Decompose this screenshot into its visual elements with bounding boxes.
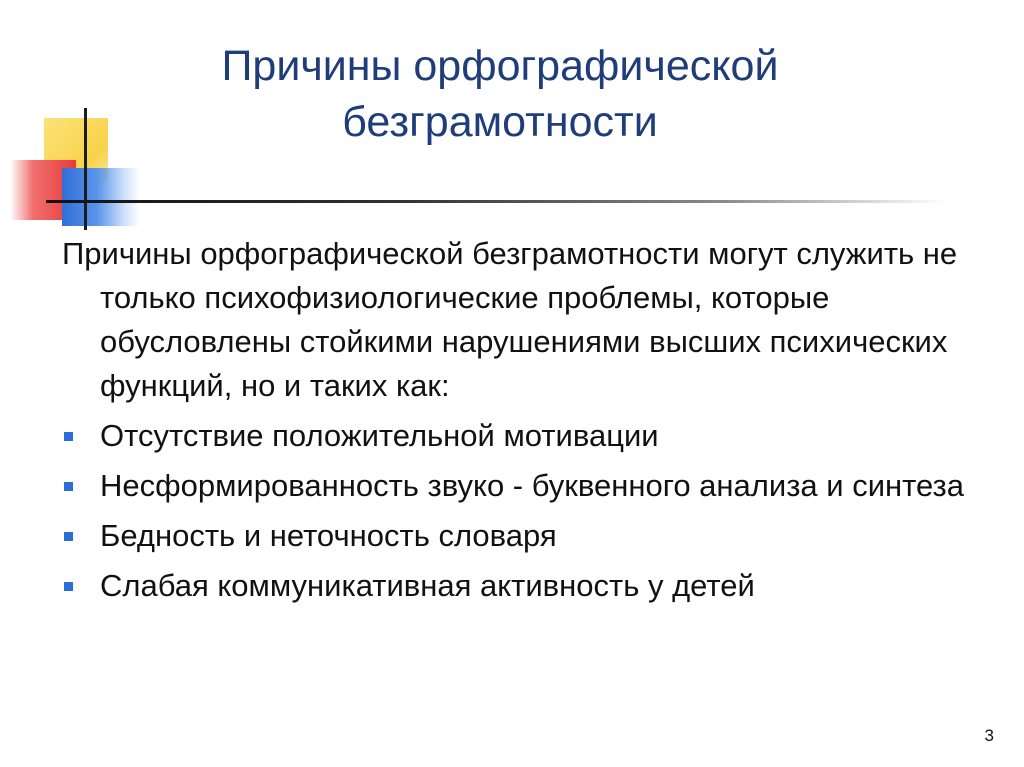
bullet-item	[62, 414, 982, 458]
bullet-text: Бедность и неточность словаря	[100, 518, 557, 553]
decor-blue-square	[62, 168, 140, 226]
square-bullet-icon	[64, 532, 73, 541]
page-number: 3	[984, 726, 994, 745]
square-bullet-icon	[64, 582, 73, 591]
square-bullet-icon	[64, 482, 73, 491]
bullet-text: Несформированность звуко - буквенного анализа и синтеза	[100, 468, 964, 503]
slide-title	[150, 38, 850, 150]
bullet-text: Слабая коммуникативная активность у детей	[100, 568, 755, 603]
slide-title-line-2: безграмотности	[342, 98, 658, 146]
title-underline	[46, 200, 946, 203]
slide-body	[62, 232, 982, 608]
intro-paragraph: Причины орфографической безграмотности могут служить не только психофизиологические проблемы, которые обусловлены стойкими нарушениями высших психических функций, но и таких как:	[62, 236, 958, 403]
bullet-item	[62, 514, 982, 558]
bullet-item	[62, 464, 982, 508]
bullet-list	[62, 414, 982, 608]
decor-vertical-line	[84, 108, 87, 230]
bullet-text: Отсутствие положительной мотивации	[100, 418, 659, 453]
bullet-item	[62, 564, 982, 608]
slide-title-line-1: Причины орфографической	[221, 42, 779, 90]
square-bullet-icon	[64, 432, 73, 441]
